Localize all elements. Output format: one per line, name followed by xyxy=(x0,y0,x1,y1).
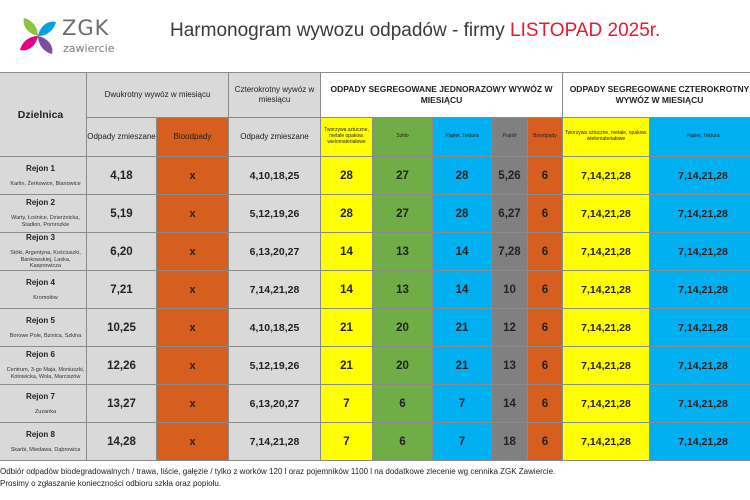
cell-glass: 6 xyxy=(373,385,433,423)
cell-glass: 20 xyxy=(373,309,433,347)
cell-paper4: 7,14,21,28 xyxy=(650,195,750,233)
logo-name: ZGK xyxy=(62,16,110,40)
page-title xyxy=(170,20,660,42)
district-name: Rejon 6 xyxy=(26,350,55,360)
cell-bio: x xyxy=(157,309,229,347)
cell-ash: 7,28 xyxy=(492,233,528,271)
cell-plastics4: 7,14,21,28 xyxy=(563,271,650,309)
cell-glass: 6 xyxy=(373,423,433,461)
cell-bio-once: 6 xyxy=(528,157,563,195)
zgk-leaf-logo-icon xyxy=(18,16,58,56)
cell-ash: 6,27 xyxy=(492,195,528,233)
district-name: Rejon 5 xyxy=(26,315,55,325)
cell-plastics: 28 xyxy=(321,195,373,233)
cell-paper: 14 xyxy=(433,233,492,271)
district-cell xyxy=(0,233,87,271)
cell-plastics: 14 xyxy=(321,233,373,271)
district-cell xyxy=(0,347,87,385)
cell-glass: 27 xyxy=(373,195,433,233)
cell-bio-once: 6 xyxy=(528,385,563,423)
header-bio-once: Bioodpady xyxy=(528,118,563,157)
cell-plastics4: 7,14,21,28 xyxy=(563,233,650,271)
cell-paper: 14 xyxy=(433,271,492,309)
cell-mixed: 13,27 xyxy=(87,385,157,423)
district-cell xyxy=(0,423,87,461)
district-streets: Stóki, Argentyna, Kościuszki, Bankowskiej, Laska, Kasprowicza xyxy=(10,250,81,270)
cell-mixed: 12,26 xyxy=(87,347,157,385)
header-plastics-four: Tworzywa sztuczne, metale, opakow. wielomateriałowe xyxy=(563,118,650,157)
cell-mixed4: 4,10,18,25 xyxy=(229,157,321,195)
logo-subtitle: zawiercie xyxy=(63,42,115,55)
district-name: Rejon 3 xyxy=(26,233,55,243)
cell-glass: 13 xyxy=(373,233,433,271)
cell-paper4: 7,14,21,28 xyxy=(650,157,750,195)
district-streets: Kromołów xyxy=(33,294,58,301)
cell-plastics4: 7,14,21,28 xyxy=(563,423,650,461)
cell-bio: x xyxy=(157,347,229,385)
header-segregated-once: ODPADY SEGREGOWANE JEDNORAZOWY WYWÓZ W MIESIĄCU xyxy=(321,73,563,118)
cell-plastics: 21 xyxy=(321,347,373,385)
district-name: Rejon 7 xyxy=(26,391,55,401)
district-streets: Skarbi, Miedawa, Dąbrowica xyxy=(10,446,81,453)
cell-ash: 12 xyxy=(492,309,528,347)
table-row xyxy=(0,385,750,423)
cell-paper: 21 xyxy=(433,347,492,385)
header-mixed: Odpady zmieszane xyxy=(87,118,157,157)
cell-paper4: 7,14,21,28 xyxy=(650,423,750,461)
cell-bio: x xyxy=(157,385,229,423)
cell-plastics: 7 xyxy=(321,385,373,423)
cell-ash: 13 xyxy=(492,347,528,385)
cell-mixed4: 7,14,21,28 xyxy=(229,271,321,309)
header-bio: Bioodpady xyxy=(157,118,229,157)
cell-bio: x xyxy=(157,233,229,271)
cell-plastics4: 7,14,21,28 xyxy=(563,347,650,385)
district-streets: Karlin, Żerkowice, Blanowice xyxy=(10,180,81,187)
cell-plastics4: 7,14,21,28 xyxy=(563,309,650,347)
header-mixed-four: Odpady zmieszane xyxy=(229,118,321,157)
cell-ash: 14 xyxy=(492,385,528,423)
cell-plastics: 28 xyxy=(321,157,373,195)
cell-paper4: 7,14,21,28 xyxy=(650,309,750,347)
title-month: LISTOPAD 2025r. xyxy=(510,20,661,41)
district-cell xyxy=(0,157,87,195)
cell-bio-once: 6 xyxy=(528,233,563,271)
cell-paper: 28 xyxy=(433,195,492,233)
district-name: Rejon 8 xyxy=(26,429,55,439)
district-name: Rejon 4 xyxy=(26,277,55,287)
cell-mixed4: 5,12,19,26 xyxy=(229,195,321,233)
cell-plastics4: 7,14,21,28 xyxy=(563,385,650,423)
cell-ash: 18 xyxy=(492,423,528,461)
table-row xyxy=(0,195,750,233)
cell-mixed: 6,20 xyxy=(87,233,157,271)
cell-plastics4: 7,14,21,28 xyxy=(563,195,650,233)
cell-plastics: 7 xyxy=(321,423,373,461)
header-glass: Szkło xyxy=(373,118,433,157)
cell-mixed4: 5,12,19,26 xyxy=(229,347,321,385)
cell-bio: x xyxy=(157,195,229,233)
district-cell xyxy=(0,195,87,233)
header-paper: Papier, Tektura xyxy=(433,118,492,157)
header-ash: Popiół xyxy=(492,118,528,157)
footer-note-glass-ash: Prosimy o zgłaszanie konieczności odbioru szkła oraz popiołu. xyxy=(0,478,221,488)
district-streets: Zuzanka xyxy=(34,408,57,415)
cell-bio-once: 6 xyxy=(528,309,563,347)
cell-ash: 5,26 xyxy=(492,157,528,195)
cell-mixed: 4,18 xyxy=(87,157,157,195)
cell-glass: 13 xyxy=(373,271,433,309)
cell-bio-once: 6 xyxy=(528,423,563,461)
district-cell xyxy=(0,385,87,423)
cell-bio: x xyxy=(157,423,229,461)
table-row xyxy=(0,157,750,195)
header-row-sub xyxy=(0,118,750,157)
district-streets: Borowe Pole, Bzinica, Szklna xyxy=(9,332,82,339)
district-streets: Centrum, 3-go Maja, Moniuszki, Kotowicka, Wola, Marciszów xyxy=(6,367,85,380)
cell-paper4: 7,14,21,28 xyxy=(650,385,750,423)
cell-paper4: 7,14,21,28 xyxy=(650,271,750,309)
table-row xyxy=(0,233,750,271)
district-streets: Warty, Łośnice, Dzierżnicka, Stadion, Pomrozkie xyxy=(11,215,80,228)
table-row xyxy=(0,347,750,385)
cell-mixed: 14,28 xyxy=(87,423,157,461)
cell-plastics4: 7,14,21,28 xyxy=(563,157,650,195)
cell-plastics: 14 xyxy=(321,271,373,309)
cell-mixed: 7,21 xyxy=(87,271,157,309)
cell-glass: 27 xyxy=(373,157,433,195)
footer-notes xyxy=(0,466,555,489)
cell-bio: x xyxy=(157,271,229,309)
cell-paper: 7 xyxy=(433,423,492,461)
cell-ash: 10 xyxy=(492,271,528,309)
cell-paper: 7 xyxy=(433,385,492,423)
cell-mixed4: 6,13,20,27 xyxy=(229,233,321,271)
cell-bio-once: 6 xyxy=(528,347,563,385)
table-row xyxy=(0,423,750,461)
cell-paper4: 7,14,21,28 xyxy=(650,233,750,271)
district-name: Rejon 1 xyxy=(26,163,55,173)
cell-paper4: 7,14,21,28 xyxy=(650,347,750,385)
cell-mixed4: 7,14,21,28 xyxy=(229,423,321,461)
cell-mixed4: 6,13,20,27 xyxy=(229,385,321,423)
district-name: Rejon 2 xyxy=(26,198,55,208)
header-row-top xyxy=(0,73,750,118)
header-paper-four: Papier, Tektura xyxy=(650,118,750,157)
header-district: Dzielnica xyxy=(0,73,87,157)
cell-bio-once: 6 xyxy=(528,271,563,309)
schedule-table xyxy=(0,72,750,461)
header-four-monthly: Czterokrotny wywóz w miesiącu xyxy=(229,73,321,118)
cell-bio: x xyxy=(157,157,229,195)
cell-bio-once: 6 xyxy=(528,195,563,233)
cell-plastics: 21 xyxy=(321,309,373,347)
district-cell xyxy=(0,309,87,347)
cell-glass: 20 xyxy=(373,347,433,385)
cell-paper: 21 xyxy=(433,309,492,347)
cell-mixed: 5,19 xyxy=(87,195,157,233)
table-row xyxy=(0,309,750,347)
cell-mixed: 10,25 xyxy=(87,309,157,347)
cell-paper: 28 xyxy=(433,157,492,195)
footer-note-bio: Odbiór odpadów biodegradowalnych / trawa, liście, gałęzie / tylko z worków 120 l oraz pojemników 1100 l na dodatkowe zlecenie wg cennika ZGK Zawiercie. xyxy=(0,467,556,476)
header-segregated-four: ODPADY SEGREGOWANE CZTEROKROTNY WYWÓZ W MIESIĄCU xyxy=(563,73,750,118)
table-row xyxy=(0,271,750,309)
schedule-rows xyxy=(0,157,750,461)
header-twice-monthly: Dwukrotny wywóz w miesiącu xyxy=(87,73,229,118)
title-main: Harmonogram wywozu odpadów - firmy xyxy=(170,20,511,41)
district-cell xyxy=(0,271,87,309)
zgk-logo xyxy=(18,14,138,64)
header-plastics: Tworzywa sztuczne, metale opakow. wielomateriałowe xyxy=(321,118,373,157)
cell-mixed4: 4,10,18,25 xyxy=(229,309,321,347)
